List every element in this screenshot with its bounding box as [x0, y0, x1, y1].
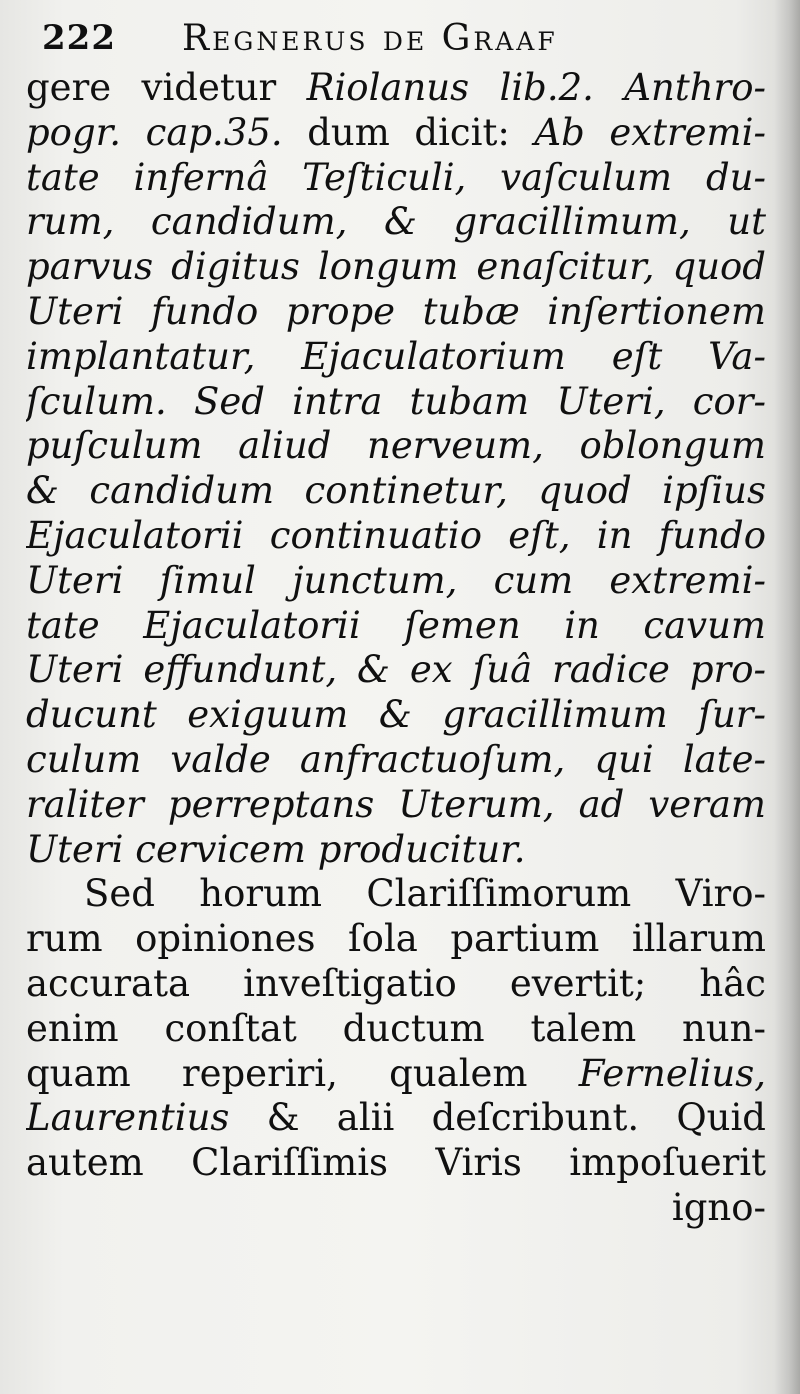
- text-line: gere videtur Riolanus lib.2. Anthro-: [26, 66, 766, 109]
- text-line: Uteri effundunt, & ex ſuâ radice pro-: [26, 648, 766, 692]
- text-line: rum, candidum, & gracillimum, ut: [26, 200, 766, 244]
- text-line: ſculum. Sed intra tubam Uteri, cor-: [26, 379, 766, 423]
- paragraph-start-line: Sed horum Clariſſimorum Viro-: [84, 872, 766, 916]
- text-line: parvus digitus longum enaſcitur, quod: [26, 245, 766, 289]
- text-line: Ejaculatorii continuatio eſt, in fundo: [26, 513, 766, 557]
- text-line: Uteri ſimul junctum, cum extremi-: [26, 558, 766, 602]
- text-line: tate Ejaculatorii ſemen in cavum: [26, 603, 766, 647]
- text-line: enim conſtat ductum talem nun-: [26, 1006, 766, 1050]
- text-line: & candidum continetur, quod ipſius: [26, 469, 766, 513]
- text-line: quam reperiri, qualem Fernelius,: [26, 1051, 766, 1095]
- text-line: implantatur, Ejaculatorium eſt Va-: [26, 334, 766, 378]
- text-line: tate infernâ Teſticuli, vaſculum du-: [26, 155, 766, 199]
- text-line: accurata inveſtigatio evertit; hâc: [26, 961, 766, 1005]
- text-line: puſculum aliud nerveum, oblongum: [26, 424, 766, 468]
- text-line: rum opiniones ſola partium illarum: [26, 917, 766, 961]
- page-number: 222: [42, 18, 116, 58]
- body-text: [26, 66, 766, 1231]
- text-line: raliter perreptans Uterum, ad veram: [26, 782, 766, 826]
- text-line: Laurentius & alii deſcribunt. Quid: [26, 1096, 766, 1140]
- text-line: ducunt exiguum & gracillimum ſur-: [26, 693, 766, 737]
- text-line: Uteri cervicem producitur.: [26, 827, 526, 871]
- catchword: igno-: [671, 1185, 766, 1229]
- running-head: Regnerus de Graaf: [182, 18, 558, 59]
- page-header: [42, 14, 762, 60]
- text-line: Uteri fundo prope tubæ inſertionem: [26, 289, 766, 333]
- gutter-shadow: [774, 0, 800, 1394]
- text-line: pogr. cap.35. dum dicit: Ab extremi-: [26, 110, 766, 154]
- text-line: autem Clariſſimis Viris impoſuerit: [26, 1141, 766, 1185]
- text-line: culum valde anfractuoſum, qui late-: [26, 737, 766, 781]
